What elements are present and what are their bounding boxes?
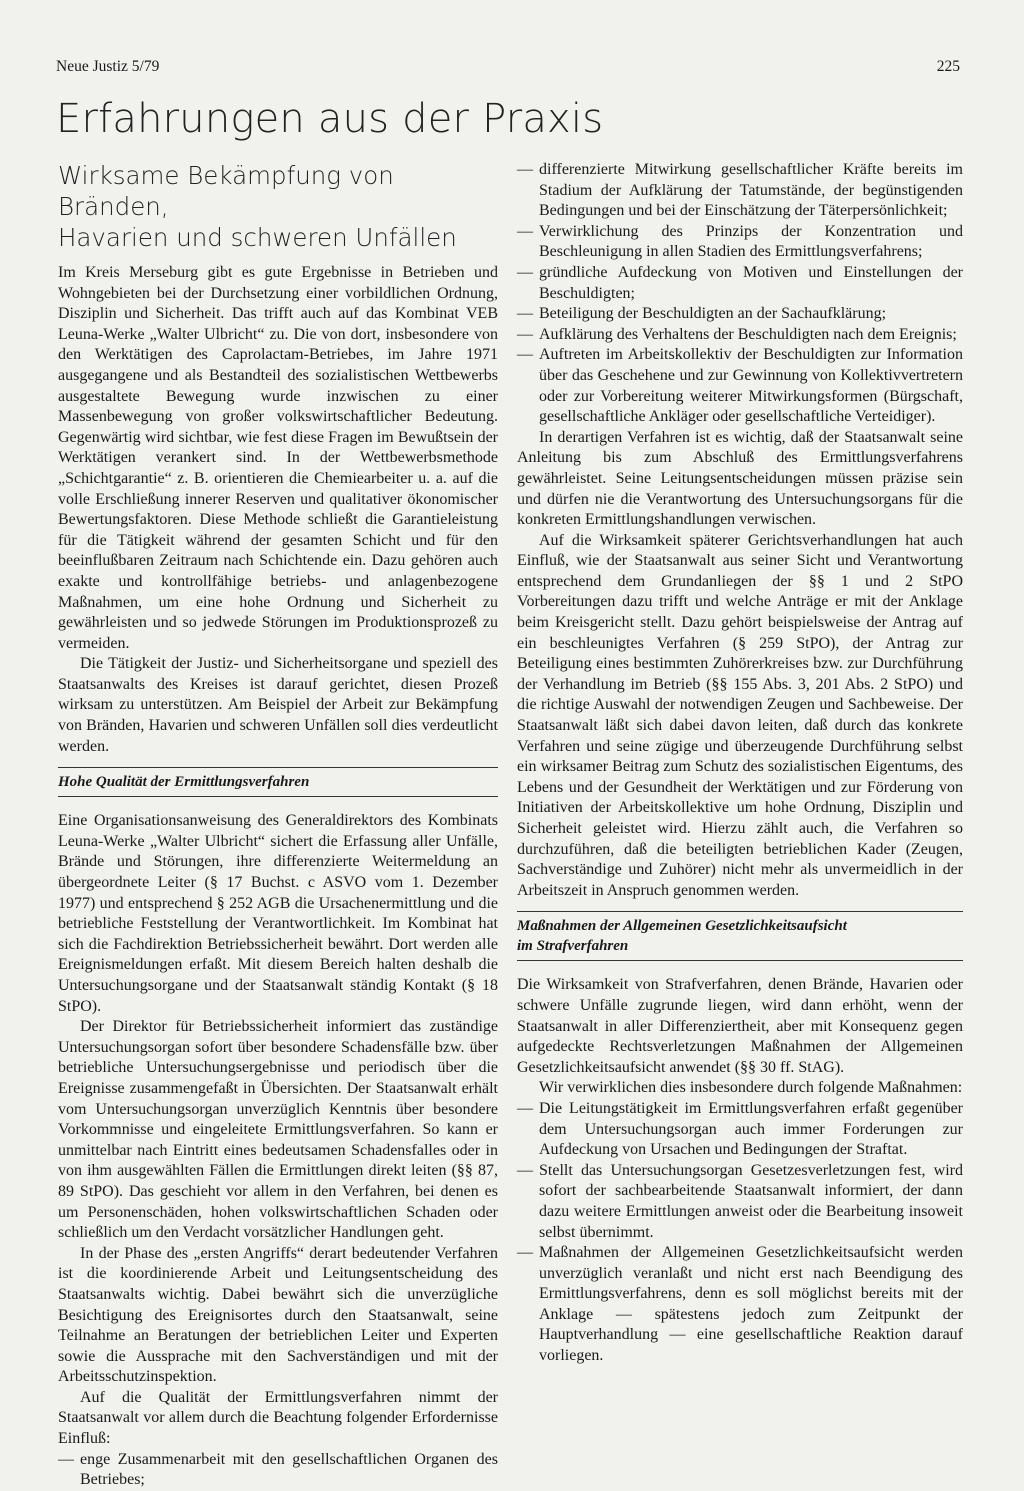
- article-title: [58, 160, 498, 253]
- article-title-line-2: Havarien und schweren Unfällen: [58, 223, 457, 252]
- section2-paragraph-1: Die Wirksamkeit von Strafverfahren, denen Brände, Havarien oder schwere Unfälle zugrunde liegen, wird dann erhöht, wenn der Staatsanwalt in aller Differenziertheit, aber mit Konsequenz gegen aufgedeckte Rechtsverletzungen Maßnahmen der Allgemeinen Gesetzlichkeitsaufsicht anwendet (§§ 30 ff. StAG).: [517, 976, 963, 1076]
- journal-issue: Neue Justiz 5/79: [56, 58, 160, 75]
- measures-list: [517, 1099, 963, 1367]
- subheading-line-2: im Strafverfahren: [517, 938, 629, 955]
- section2-paragraph-2: Wir verwirklichen dies insbesondere durch folgende Maßnahmen:: [539, 1079, 963, 1097]
- section-title: Erfahrungen aus der Praxis: [56, 96, 604, 142]
- list-item: — gründliche Aufdeckung von Motiven und Einstellungen der Beschuldigten;: [517, 263, 963, 304]
- list-item: — Beteiligung der Beschuldigten an der Sachaufklärung;: [517, 304, 963, 325]
- section1-paragraph-3: In der Phase des „ersten Angriffs“ derart bedeutender Verfahren ist die koordinierende Arbeit und Leitungsentscheidung des Staatsanwalts wichtig. Dabei bewährt sich die unverzügliche Besichtigung des Ereignisortes durch den Staatsanwalt, seine Teilnahme an Beratungen der betrieblichen Leiter und Experten sowie die Aussprache mit den Sachverständigen und mit der Arbeitsschutzinspektion.: [58, 1244, 498, 1386]
- list-item: — Maßnahmen der Allgemeinen Gesetzlichkeitsaufsicht werden unverzüglich veranlaßt und nicht erst nach Beendigung des Ermittlungsverfahrens, denn es soll möglichst bereits mit der Anklage — spätestens jedoch zum Zeitpunkt der Hauptverhandlung — eine gesellschaftliche Reaktion darauf vorliegen.: [517, 1243, 963, 1367]
- left-column: [58, 160, 498, 1491]
- section1-paragraph-2: Der Direktor für Betriebssicherheit informiert das zuständige Untersuchungsorgan sofort über besondere Schadensfälle bzw. über betriebliche Untersuchungsergebnisse und periodisch über die Ereignisse zusammengefaßt in Übersichten. Der Staatsanwalt erhält vom Untersuchungsorgan unverzüglich Kenntnis über besondere Vorkommnisse und eingeleitete Ermittlungsverfahren. So kann er unmittelbar nach Eintritt eines bedeutsamen Schadensfalles oder in von ihm ausgewählten Fällen die Ermittlungen direkt leiten (§§ 87, 89 StPO). Das geschieht vor allem in den Verfahren, bei denen es um Personenschäden, hohen volkswirtschaftlichen Schaden oder schließlich um den Verdacht vorsätzlicher Handlungen geht.: [58, 1018, 498, 1242]
- page-number: 225: [936, 58, 960, 75]
- intro-paragraph-1: Im Kreis Merseburg gibt es gute Ergebnisse in Betrieben und Wohngebieten bei der Durchsetzung einer vorbildlichen Ordnung, Disziplin und Sicherheit. Das trifft auch auf das Kombinat VEB Leuna-Werke „Walter Ulbricht“ zu. Die von dort, insbesondere von den Werktätigen des Caprolactam-Betriebes, im Jahre 1971 ausgegangene und als Bestandteil des sozialistischen Wettbewerbs ausgestaltete Bewegung wurde inzwischen zu einer Massenbewegung von großer volkswirtschaftlicher Bedeutung. Gegenwärtig wird sichtbar, wie fest diese Fragen im Bewußtsein der Werktätigen verankert sind. In der Wettbewerbsmethode „Schichtgarantie“ z. B. orientieren die Chemiearbeiter u. a. auf die volle Erschließung innerer Reserven und qualitativer ökonomischer Bewertungsfaktoren. Diese Methode schließt die Garantieleistung für die Tätigkeit während der gesamten Schicht und für den beeinflußbaren Zeitraum nach Schichtende ein. Dazu gehören auch exakte und kontrollfähige betriebs- und anlagenbezogene Maßnahmen, um eine hohe Ordnung und Sicherheit zu gewährleisten und so jedwede Störungen im Produktionsprozeß zu vermeiden.: [58, 264, 498, 652]
- list-item: — Die Leitungstätigkeit im Ermittlungsverfahren erfaßt gegenüber dem Untersuchungsorgan auch immer Forderungen zur Aufdeckung von Ursachen und Bedingungen der Straftat.: [517, 1099, 963, 1161]
- requirements-list-left: [58, 1450, 498, 1491]
- intro-paragraph-2: Die Tätigkeit der Justiz- und Sicherheitsorgane und speziell des Staatsanwalts des Kreises ist darauf gerichtet, diesen Prozeß wirksam zu unterstützen. Am Beispiel der Arbeit zur Bekämpfung von Bränden, Havarien und schweren Unfällen soll dies verdeutlicht werden.: [58, 655, 498, 755]
- list-item: — enge Zusammenarbeit mit den gesellschaftlichen Organen des Betriebes;: [58, 1450, 498, 1491]
- subheading-legality-supervision: [517, 911, 963, 961]
- article-title-line-1: Wirksame Bekämpfung von Bränden,: [58, 161, 394, 221]
- section1-paragraph-1: Eine Organisationsanweisung des Generaldirektors des Kombinats Leuna-Werke „Walter Ulbricht“ sichert die Erfassung aller Unfälle, Brände und Störungen, ihre differenzierte Weitermeldung an übergeordnete Leiter (§ 17 Buchst. c ASVO vom 1. Dezember 1977) und entsprechend § 252 AGB die Ursachenermittlung und die betriebliche Feststellung der Verantwortlichkeit. Im Kombinat hat sich die Fachdirektion Betriebssicherheit bewährt. Dort werden alle Ereignismeldungen erfaßt. Mit diesem Bereich halten deshalb die Untersuchungsorgane und der Staatsanwalt ständig Kontakt (§ 18 StPO).: [58, 812, 498, 1015]
- list-item: — Auftreten im Arbeitskollektiv der Beschuldigten zur Information über das Geschehene und zur Gewinnung von Kollektivvertretern oder zur Vorbereitung weiterer Mitwirkungsformen (Bürgschaft, gesellschaftliche Ankläger oder gesellschaftliche Verteidiger).: [517, 345, 963, 427]
- list-item: — Stellt das Untersuchungsorgan Gesetzesverletzungen fest, wird sofort der sachbearbeitende Staatsanwalt informiert, der dann dazu weitere Ermittlungen anweist oder die Bearbeitung insoweit selbst übernimmt.: [517, 1161, 963, 1243]
- section1-paragraph-4: Auf die Qualität der Ermittlungsverfahren nimmt der Staatsanwalt vor allem durch die Beachtung folgender Erfordernisse Einfluß:: [58, 1388, 498, 1448]
- subheading-line-1: Maßnahmen der Allgemeinen Gesetzlichkeitsaufsicht: [517, 918, 847, 935]
- section1-paragraph-5: In derartigen Verfahren ist es wichtig, daß der Staatsanwalt seine Anleitung bis zum Abschluß des Ermittlungsverfahrens gewährleistet. Seine Leitungsentscheidungen müssen präzise sein und dürfen nie die Verantwortung des Untersuchungsorgans für die konkreten Ermittlungshandlungen verwischen.: [517, 428, 963, 529]
- subheading-quality: Hohe Qualität der Ermittlungsverfahren: [58, 767, 498, 797]
- requirements-list-right: [517, 160, 963, 428]
- list-item: — Verwirklichung des Prinzips der Konzentration und Beschleunigung in allen Stadien des Ermittlungsverfahrens;: [517, 222, 963, 263]
- running-header: [56, 58, 960, 80]
- list-item: — differenzierte Mitwirkung gesellschaftlicher Kräfte bereits im Stadium der Aufklärung der Tatumstände, der begünstigenden Bedingungen und bei der Einschätzung der Täterpersönlichkeit;: [517, 160, 963, 222]
- section1-paragraph-6: Auf die Wirksamkeit späterer Gerichtsverhandlungen hat auch Einfluß, wie der Staatsanwalt aus seiner Sicht und Verantwortung entsprechend dem Grundanliegen der §§ 1 und 2 StPO Vorbereitungen dazu trifft und welche Anträge er mit der Anklage beim Kreisgericht stellt. Dazu gehört beispielsweise der Antrag auf ein beschleunigtes Verfahren (§ 259 StPO), der Antrag zur Beteiligung eines bestimmten Zuhörerkreises bzw. zur Durchführung der Verhandlung im Betrieb (§§ 155 Abs. 3, 201 Abs. 2 StPO) und die richtige Auswahl der notwendigen Zeugen und Sachbeweise. Der Staatsanwalt läßt sich dabei davon leiten, daß durch das konkrete Verfahren und seine zügige und überzeugende Durchführung selbst ein wirksamer Beitrag zum Schutz des sozialistischen Eigentums, des Lebens und der Gesundheit der Werktätigen und zur Förderung von Initiativen der Arbeitskollektive um hohe Ordnung, Disziplin und Sicherheit geleistet wird. Hierzu zählt auch, die Verfahren so durchzuführen, daß die beteiligten betrieblichen Kader (Zeugen, Sachverständige und Zuhörer) nicht mehr als unvermeidlich in der Arbeitszeit in Anspruch genommen werden.: [517, 531, 963, 899]
- right-column: [517, 160, 963, 1367]
- list-item: — Aufklärung des Verhaltens der Beschuldigten nach dem Ereignis;: [517, 325, 963, 346]
